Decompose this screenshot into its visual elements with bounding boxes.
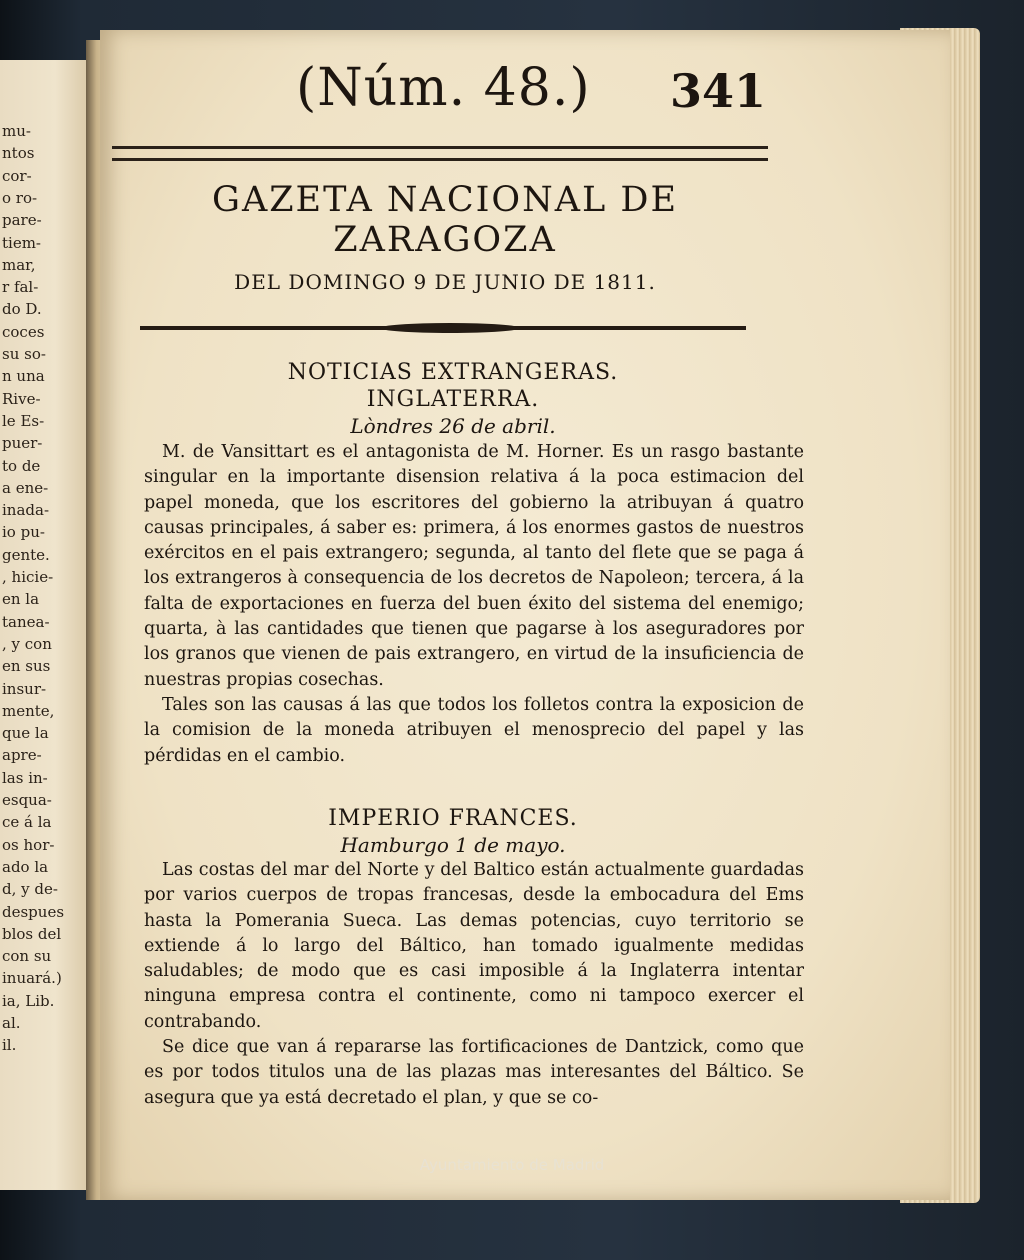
left-page-word: gente.	[2, 545, 50, 564]
left-page-word: en la	[2, 590, 40, 609]
left-page-word: Rive-	[2, 389, 41, 408]
left-page-word: to de	[2, 456, 41, 475]
left-page-word: insur-	[2, 679, 47, 698]
left-page-word: cor-	[2, 166, 32, 185]
article-england	[144, 440, 804, 769]
section-heading-foreign-news: NOTICIAS EXTRANGERAS.	[287, 360, 619, 385]
left-page-word: ado la	[2, 857, 49, 876]
left-page-word: mu-	[2, 122, 31, 140]
issue-number: (Núm. 48.)	[296, 58, 591, 118]
paragraph: Se dice que van á repararse las fortificaciones de Dantzick, como que es por todos titulos una de las plazas mas interesantes del Báltico. Se asegura que ya está decretado el plan, y que se co-	[144, 1037, 804, 1108]
newspaper-page	[100, 30, 950, 1200]
left-page-word: al.	[2, 1014, 21, 1032]
left-page-word: , hicie-	[2, 568, 54, 586]
left-page-word: blos del	[2, 924, 62, 943]
left-page-word: pare-	[2, 211, 42, 230]
left-page-word: su so-	[2, 345, 46, 363]
paragraph: Tales son las causas á las que todos los folletos contra la exposicion de la comision de la moneda atribuyen el menosprecio del papel y las pérdidas en el cambio.	[144, 694, 804, 766]
left-page-word: esqua-	[2, 791, 52, 809]
left-page-word: , y con	[2, 634, 52, 653]
ornamental-rule	[140, 324, 746, 332]
left-page-word: d, y de-	[2, 880, 58, 899]
left-page-word: apre-	[2, 746, 42, 765]
left-page-word: a ene-	[2, 478, 49, 497]
paragraph: Las costas del mar del Norte y del Baltico están actualmente guardadas por varios cuerpos de tropas francesas, desde la embocadura del Ems hasta la Pomerania Sueca. Las demas potencias, cuyo territorio se extiende á lo largo del Báltico, han tomado igualmente medidas saludables; de modo que es casi imposible á la Inglaterra intentar ninguna empresa contra el continente, como ni tampoco exercer el contrabando.	[144, 860, 804, 1032]
left-page-word: r fal-	[2, 278, 39, 297]
left-page-word: en sus	[2, 657, 51, 676]
section-heading-french-empire: IMPERIO FRANCES.	[328, 806, 578, 831]
left-page-fragment	[0, 60, 94, 1190]
left-page-word: tiem-	[2, 233, 41, 252]
page-number: 341	[670, 64, 767, 118]
left-page-word: n una	[2, 367, 45, 386]
left-page-word: os hor-	[2, 835, 55, 854]
left-page-word: mente,	[2, 701, 55, 720]
article-french-empire	[144, 858, 804, 1111]
left-page-word: ce á la	[2, 813, 52, 832]
left-page-word: coces	[2, 322, 45, 341]
issue-date: DEL DOMINGO 9 DE JUNIO DE 1811.	[234, 270, 656, 294]
left-page-word: tanea-	[2, 612, 50, 631]
left-page-word: do D.	[2, 300, 42, 319]
newspaper-title: GAZETA NACIONAL DE ZARAGOZA	[211, 180, 678, 260]
left-page-word: io pu-	[2, 523, 45, 542]
dateline-london: Lòndres 26 de abril.	[350, 414, 556, 438]
left-page-word: con su	[2, 947, 52, 966]
left-page-word: inuará.)	[2, 969, 62, 988]
left-page-word: il.	[2, 1036, 17, 1055]
left-page-word: que la	[2, 724, 49, 743]
left-page-word: ntos	[2, 144, 35, 163]
dateline-hamburg: Hamburgo 1 de mayo.	[340, 833, 566, 857]
left-page-word: despues	[2, 902, 65, 921]
header-double-rule	[112, 146, 768, 161]
left-page-word: mar,	[2, 255, 36, 274]
section-subheading-england: INGLATERRA.	[366, 387, 540, 412]
left-page-word: o ro-	[2, 188, 38, 207]
paragraph: M. de Vansittart es el antagonista de M. Horner. Es un rasgo bastante singular en la importante disension relativa á la poca estimacion del papel moneda, que los escritores del gobierno la atribuyan á quatro causas principales, á saber es: primera, á los enormes gastos de nuestros exércitos en el pais extrangero; segunda, al tanto del flete que se paga á los extrangeros à consequencia de los decretos de Napoleon; tercera, á la falta de exportaciones en fuerza del buen éxito del sistema del enemigo; quarta, à las cantidades que tienen que pagarse à los aseguradores por los granos que vienen de pais extrangero, en virtud de la insuficiencia de nuestras propias cosechas.	[144, 442, 804, 690]
left-page-word: inada-	[2, 501, 50, 520]
left-page-word: puer-	[2, 434, 43, 453]
left-page-word: le Es-	[2, 411, 45, 430]
left-page-word: ia, Lib.	[2, 991, 55, 1010]
left-page-word: las in-	[2, 768, 48, 787]
watermark: Ayuntamiento de Madrid	[419, 1156, 605, 1174]
